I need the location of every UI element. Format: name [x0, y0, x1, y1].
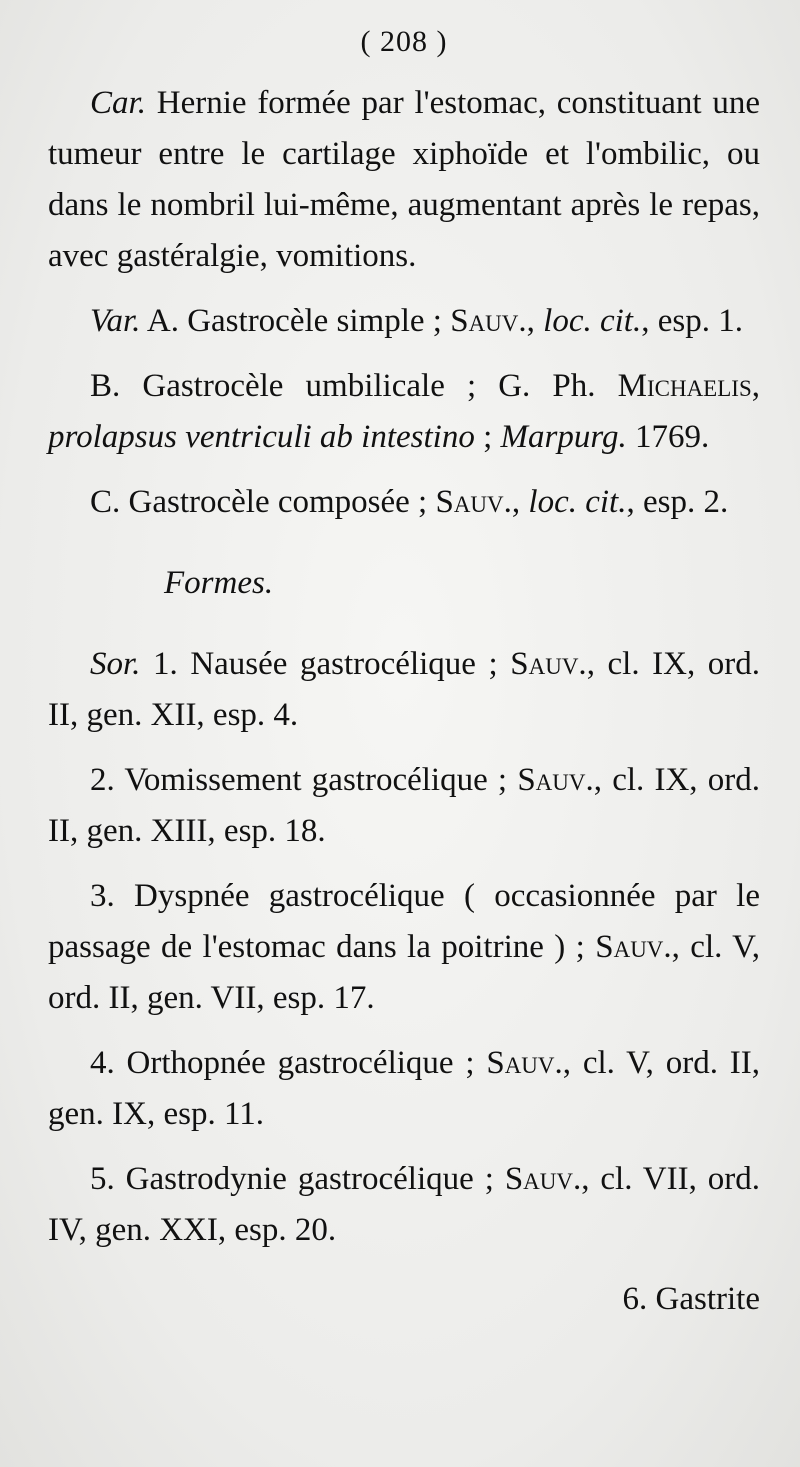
variety-c-sep: , — [511, 484, 521, 520]
page-number: ( 208 ) — [360, 25, 448, 58]
sort-1-author: Sauv. — [510, 646, 587, 682]
variety-b-sep2: ; — [474, 419, 493, 455]
variety-b-place: Marpurg. — [500, 419, 627, 455]
catchword: 6. Gastrite — [622, 1281, 760, 1317]
variety-a-prefix: A. Gastrocèle simple ; — [146, 303, 442, 339]
variety-b — [48, 361, 760, 463]
sort-5 — [48, 1154, 760, 1256]
sort-2-text: 2. Vomissement gastrocélique ; — [90, 762, 508, 798]
sort-1-tail: , cl. IX, ord. II, gen. XII, esp. 4. — [48, 646, 761, 733]
sort-3-author: Sauv. — [595, 929, 672, 965]
sort-4 — [48, 1038, 760, 1140]
variety-a-author: Sauv. — [450, 303, 527, 339]
sort-3-tail: , cl. V, ord. II, gen. VII, esp. 17. — [48, 929, 760, 1016]
variety-a-tail: , esp. 1. — [641, 303, 743, 339]
sort-2 — [48, 755, 760, 857]
variety-a-sep: , — [526, 303, 535, 339]
variety-b-title: prolapsus ventriculi ab intestino — [48, 419, 475, 455]
variety-a-ref: loc. cit. — [543, 303, 642, 339]
variety-b-sep: , — [751, 368, 760, 404]
sort-1 — [48, 639, 760, 741]
sort-2-author: Sauv. — [517, 762, 594, 798]
car-label: Car. — [90, 85, 146, 121]
variety-a — [48, 296, 760, 347]
sort-2-tail: , cl. IX, ord. II, gen. XIII, esp. 18. — [48, 762, 760, 849]
variety-c-prefix: C. Gastrocèle composée ; — [90, 484, 428, 520]
sort-4-text: 4. Orthopnée gastrocélique ; — [90, 1045, 475, 1081]
variety-b-author: Michaelis — [617, 368, 752, 404]
variety-c — [48, 477, 760, 528]
sort-4-author: Sauv. — [486, 1045, 563, 1081]
formes-heading: Formes. — [164, 565, 274, 601]
variety-c-author: Sauv. — [435, 484, 512, 520]
sort-5-author: Sauv. — [504, 1161, 582, 1197]
sort-3 — [48, 871, 760, 1024]
car-paragraph — [48, 78, 760, 282]
variety-c-tail: , esp. 2. — [626, 484, 729, 520]
sort-5-tail: , cl. VII, ord. IV, gen. XXI, esp. 20. — [48, 1161, 761, 1248]
sort-4-tail: , cl. V, ord. II, gen. IX, esp. 11. — [48, 1045, 760, 1132]
variety-b-prefix: B. Gastrocèle umbilicale ; G. Ph. — [90, 368, 596, 404]
variety-b-tail: 1769. — [626, 419, 710, 455]
sort-1-text: 1. Nausée gastrocélique ; — [153, 646, 498, 682]
sor-label: Sor. — [90, 646, 141, 682]
variety-c-ref: loc. cit. — [528, 484, 627, 520]
car-text: Hernie formée par l'estomac, constituant une tumeur entre le cartilage xiphoïde et l'ombilic, ou dans le nombril lui-même, augmentant après le repas, avec gastéralgie, vomitions. — [48, 85, 760, 274]
sort-3-text: 3. Dyspnée gastrocélique ( occasionnée par le passage de l'estomac dans la poitrine ) ; — [48, 878, 760, 965]
var-label: Var. — [90, 303, 141, 339]
sort-5-text: 5. Gastrodynie gastrocélique ; — [90, 1161, 494, 1197]
